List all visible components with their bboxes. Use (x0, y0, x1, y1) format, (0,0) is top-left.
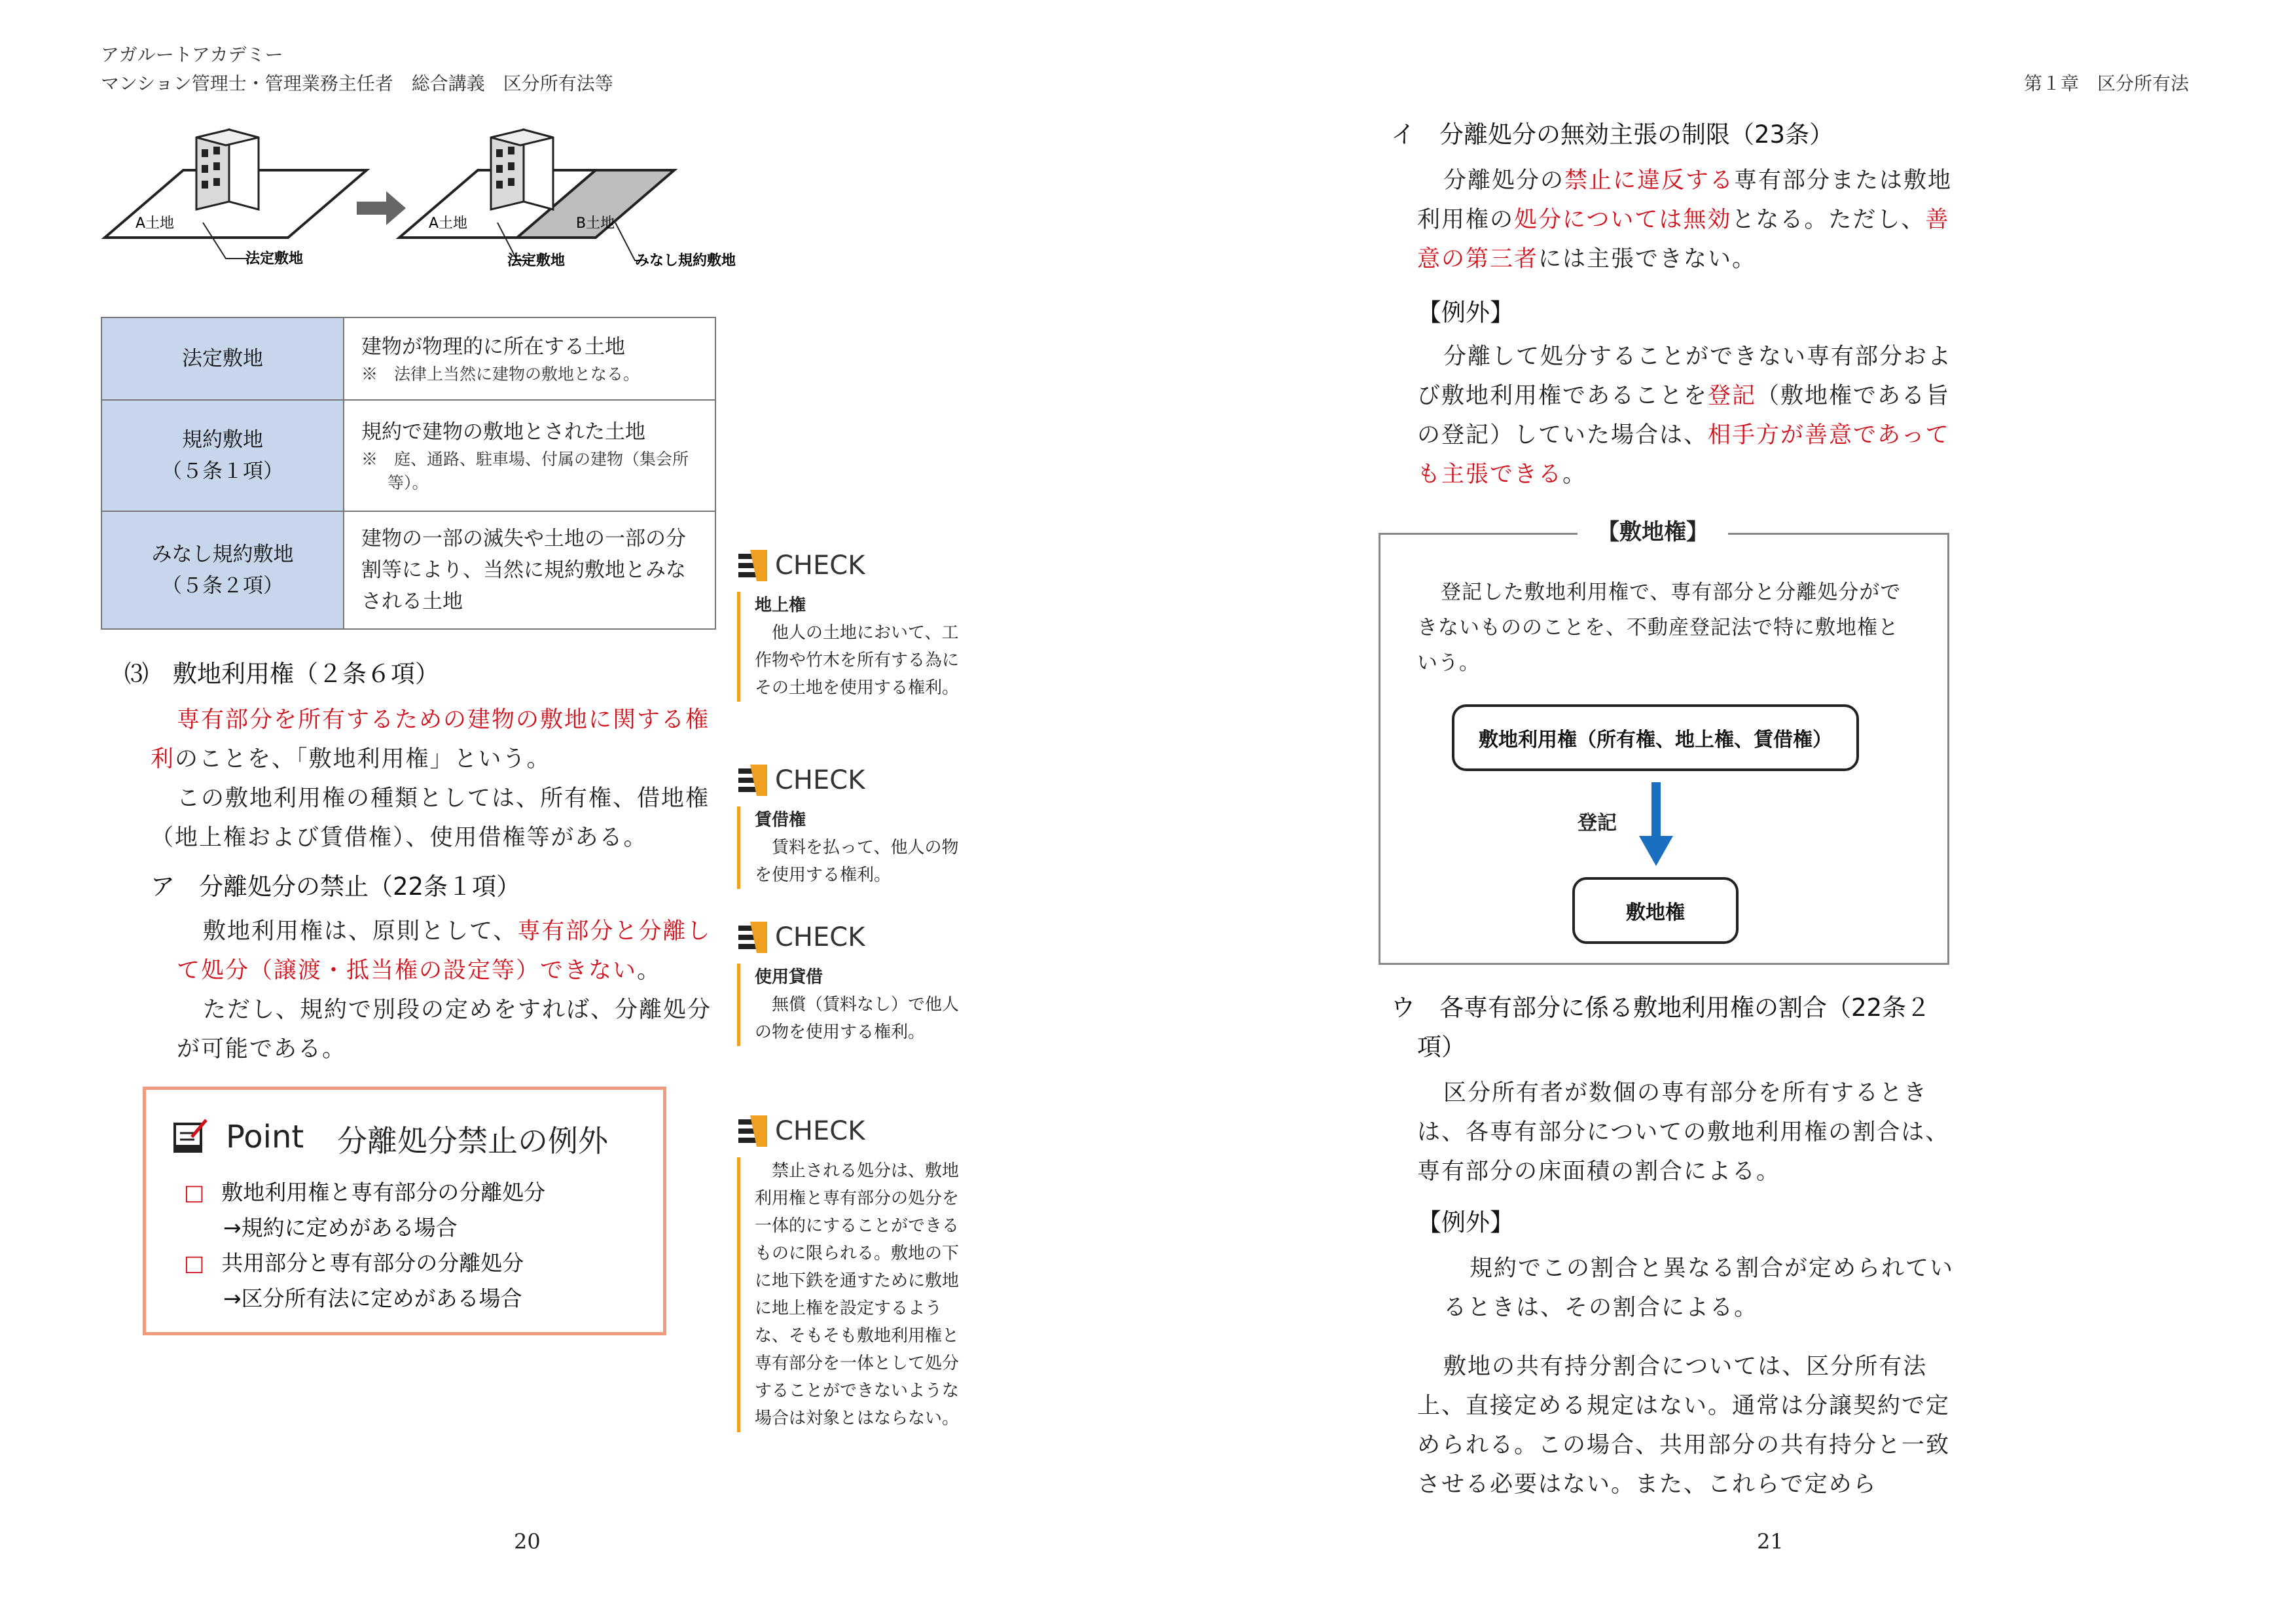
section-a-body: 敷地利用権は、原則として、専有部分と分離して処分（譲渡・抵当権の設定等）できない。 ただし、規約で別段の定めをすれば、分離処分が可能である。 (177, 918, 712, 1062)
check-body: 賃料を払って、他人の物を使用する権利。 (755, 838, 959, 885)
check-stack-icon (737, 1114, 770, 1148)
course-title: マンション管理士・管理業務主任者 総合講義 区分所有法等 (101, 73, 613, 94)
point-list-item: □ 敷地利用権と専有部分の分離処分 →規約に定めがある場合 (184, 1180, 546, 1240)
land-a-label-right: A土地 (429, 215, 468, 232)
section-u-co-ownership-body: 敷地の共有持分割合については、区分所有法上、直接定める規定はない。通常は分譲契約で定められる。この場合、共用部分の共有持分と一致させる必要はない。また、これらで定めら (1417, 1354, 1951, 1498)
table-row (101, 511, 715, 629)
land-b-label: B土地 (576, 215, 615, 232)
flow-arrow-label: 登記 (1578, 812, 1617, 835)
flow-land-use-right-box: 敷地利用権（所有権、地上権、賃借権） (1452, 704, 1859, 771)
checkbox-icon: □ (184, 1250, 205, 1276)
deemed-site-caption: みなし規約敷地 (635, 253, 736, 269)
site-definition-table (101, 317, 716, 630)
section-u-exception-body: 規約でこの割合と異なる割合が定められているときは、その割合による。 (1443, 1255, 1955, 1321)
check-term: 使用貸借 (755, 967, 823, 987)
point-list-item: □ 共用部分と専有部分の分離処分 →区分所有法に定めがある場合 (184, 1250, 524, 1311)
building-icon-right (491, 130, 553, 209)
check-note-3: CHECK 使用貸借 無償（賃料なし）で他人の物を使用する権利。 (737, 920, 973, 1046)
section-3-heading: ⑶ 敷地利用権（２条６項） (124, 660, 439, 688)
section-i-body: 分離処分の禁止に違反する専有部分または敷地利用権の処分については無効となる。ただし、善意の第三者には主張できない。 (1417, 168, 1953, 272)
point-label: Point (226, 1119, 304, 1155)
flow-site-right-box: 敷地権 (1572, 877, 1739, 944)
section-3-body: 専有部分を所有するための建物の敷地に関する権利のことを、「敷地利用権」という。 この敷地利用権の種類としては、所有権、借地権（地上権および賃借権）、使用借権等がある。 (151, 707, 710, 851)
table-term-cell: 法定敷地 (101, 317, 344, 400)
table-desc-cell: 建物の一部の滅失や土地の一部の分割等により、当然に規約敷地とみなされる土地 (344, 511, 715, 629)
check-body: 無償（賃料なし）で他人の物を使用する権利。 (755, 995, 960, 1042)
section-a-heading: ア 分離処分の禁止（22条１項） (151, 873, 521, 901)
shikichiken-title: 【敷地権】 (1578, 514, 1728, 550)
legal-site-caption-left: 法定敷地 (245, 251, 304, 267)
check-term: 地上権 (755, 596, 806, 615)
table-desc-cell: 建物が物理的に所在する土地 ※ 法律上当然に建物の敷地となる。 (344, 317, 715, 400)
section-i-heading: イ 分離処分の無効主張の制限（23条） (1391, 120, 1834, 149)
check-stack-icon (737, 920, 770, 954)
section-i-exception-label: 【例外】 (1417, 298, 1514, 327)
page-number-right: 21 (1757, 1529, 1784, 1554)
table-row (101, 317, 715, 400)
check-body: 禁止される処分は、敷地利用権と専有部分の処分を一体的にすることができるものに限られる。敷地の下に地下鉄を通すために敷地に地上権を設定するような、そもそも敷地利用権と専有部分を一体として処分することができないような場合は対象とはならない。 (755, 1161, 960, 1428)
registration-arrow-icon (1636, 782, 1676, 867)
shikichiken-definition: 登記した敷地利用権で、専有部分と分離処分ができないもののことを、不動産登記法で特に敷地権という。 (1417, 581, 1902, 675)
table-row (101, 400, 715, 511)
section-u-exception-label: 【例外】 (1417, 1208, 1514, 1236)
check-note-4: CHECK 禁止される処分は、敷地利用権と専有部分の処分を一体的にすることができるものに限られる。敷地の下に地下鉄を通すために敷地に地上権を設定するような、そもそも敷地利用権と専有部分を一体として処分することができないような場合は対象とはならない。 (737, 1114, 973, 1432)
point-list (184, 1175, 545, 1316)
check-stack-icon (737, 763, 770, 797)
check-note-2: CHECK 賃借権 賃料を払って、他人の物を使用する権利。 (737, 763, 973, 889)
point-title: 分離処分禁止の例外 (337, 1123, 608, 1159)
check-term: 賃借権 (755, 810, 806, 830)
check-note-1: CHECK 地上権 他人の土地において、工作物や竹木を所有する為にその土地を使用する権利。 (737, 549, 973, 702)
table-desc-cell: 規約で建物の敷地とされた土地 ※ 庭、通路、駐車場、付属の建物（集会所等）。 (344, 400, 715, 511)
chapter-title: 第１章 区分所有法 (2024, 73, 2190, 94)
legal-site-caption-right: 法定敷地 (507, 253, 566, 269)
land-a-label-left: A土地 (135, 215, 175, 232)
site-diagram (98, 118, 766, 281)
check-body: 他人の土地において、工作物や竹木を所有する為にその土地を使用する権利。 (755, 623, 960, 698)
check-stack-icon (737, 549, 770, 583)
section-u-heading: ウ 各専有部分に係る敷地利用権の割合（22条２ 項） (1391, 994, 1931, 1061)
page-number-left: 20 (514, 1529, 541, 1554)
table-term-cell: みなし規約敷地 （５条２項） (101, 511, 344, 629)
building-icon-left (196, 130, 259, 209)
publisher-name: アガルートアカデミー (101, 44, 283, 65)
transition-arrow-icon (357, 191, 406, 225)
separation-prohibition-text: 専有部分と分離して処分（譲渡・抵当権の設定等）できない (177, 918, 712, 984)
point-memo-icon (172, 1117, 209, 1154)
point-box (143, 1087, 666, 1335)
table-term-cell: 規約敷地 （５条１項） (101, 400, 344, 511)
checkbox-icon: □ (184, 1180, 205, 1205)
section-3-definition: 専有部分を所有するための建物の敷地に関する権利 (151, 707, 710, 772)
section-i-exception-body: 分離して処分することができない専有部分および敷地利用権であることを登記（敷地権である旨の登記）していた場合は、相手方が善意であっても主張できる。 (1417, 344, 1953, 488)
section-u-body: 区分所有者が数個の専有部分を所有するときは、各専有部分についての敷地利用権の割合は、専有部分の床面積の割合による。 (1417, 1080, 1950, 1185)
